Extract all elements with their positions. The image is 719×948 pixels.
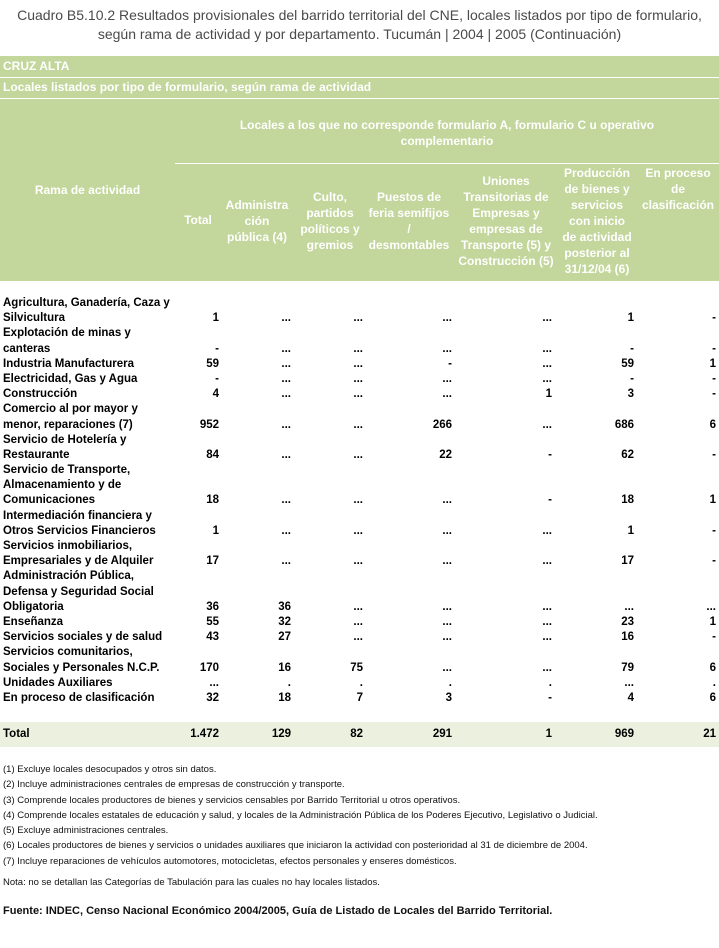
column-header-line: gremios — [306, 238, 354, 252]
column-header-line: empresas de — [469, 222, 543, 236]
row-value: - — [215, 342, 219, 355]
row-value: ... — [353, 312, 363, 325]
region-label: CRUZ ALTA — [3, 59, 70, 73]
row-value: - — [548, 494, 552, 507]
table-row — [0, 372, 719, 387]
table-row — [0, 433, 719, 448]
column-header — [221, 197, 293, 245]
row-value: ... — [281, 312, 291, 325]
column-header-line: servicios — [570, 198, 624, 212]
table-row — [0, 569, 719, 584]
column-header-line: Administra — [225, 198, 289, 212]
row-value: ... — [353, 388, 363, 401]
row-value: ... — [442, 631, 452, 644]
row-value: 1 — [627, 312, 634, 325]
table-row — [0, 342, 719, 357]
table-row — [0, 585, 719, 600]
column-header-line: ción — [244, 214, 270, 228]
column-header — [294, 189, 366, 253]
row-value: ... — [281, 342, 291, 355]
row-label: Construcción — [3, 388, 78, 401]
total-value: 291 — [432, 728, 452, 740]
row-value: ... — [353, 524, 363, 537]
row-value: ... — [442, 600, 452, 613]
row-value: 16 — [278, 661, 291, 674]
column-header-line: Producción — [563, 166, 630, 180]
row-value: 43 — [206, 631, 219, 644]
row-value: 7 — [356, 691, 363, 704]
column-header-line: Total — [184, 213, 212, 227]
row-value: . — [287, 676, 291, 689]
table-row — [0, 676, 719, 691]
row-value: 17 — [206, 555, 219, 568]
row-value: ... — [353, 631, 363, 644]
row-value: ... — [353, 372, 363, 385]
column-header-line: Transporte (5) y — [460, 238, 552, 252]
row-value: 1 — [545, 388, 552, 401]
row-value: 23 — [621, 615, 634, 628]
header-separator — [0, 77, 719, 78]
row-value: ... — [706, 600, 716, 613]
row-value: - — [712, 448, 716, 461]
row-value: - — [712, 631, 716, 644]
table-row — [0, 311, 719, 326]
row-value: ... — [442, 615, 452, 628]
row-label: Empresariales y de Alquiler — [3, 555, 154, 568]
row-value: ... — [542, 418, 552, 431]
column-header — [173, 212, 223, 228]
row-value: - — [712, 372, 716, 385]
row-value: 1 — [212, 312, 219, 325]
row-value: ... — [281, 418, 291, 431]
row-value: ... — [624, 676, 634, 689]
row-value: 18 — [278, 691, 291, 704]
row-value: ... — [542, 600, 552, 613]
note: Nota: no se detallan las Categorías de Tabulación para las cuales no hay locales listados. — [3, 877, 380, 888]
table-row — [0, 418, 719, 433]
row-value: ... — [542, 357, 552, 370]
row-value: ... — [542, 555, 552, 568]
row-value: ... — [442, 342, 452, 355]
total-value: 21 — [703, 728, 716, 740]
row-value: ... — [542, 372, 552, 385]
row-value: ... — [353, 600, 363, 613]
row-label: Agricultura, Ganadería, Caza y — [3, 297, 170, 309]
column-header-line: desmontables — [368, 238, 450, 252]
row-label: Unidades Auxiliares — [3, 676, 113, 689]
row-value: 6 — [709, 661, 716, 674]
row-value: ... — [542, 631, 552, 644]
row-value: 32 — [278, 615, 291, 628]
row-value: ... — [353, 342, 363, 355]
row-value: 18 — [621, 494, 634, 507]
footnote: (4) Comprende locales estatales de educación y salud, y locales de la Administración Pública de los Poderes Ejecutivo, Legislativo o Judicial. — [3, 809, 598, 821]
column-header-line: Empresas y — [472, 206, 540, 220]
group-separator — [175, 163, 719, 164]
column-header-line: En proceso — [645, 166, 711, 180]
total-label: Total — [3, 728, 30, 740]
column-header-line: Uniones — [482, 174, 530, 188]
column-header-line: Construcción (5) — [458, 254, 554, 268]
table-row — [0, 296, 719, 311]
row-value: 59 — [621, 357, 634, 370]
row-value: 686 — [614, 418, 634, 431]
total-value: 129 — [271, 728, 291, 740]
table-row — [0, 387, 719, 402]
row-label: Electricidad, Gas y Agua — [3, 372, 138, 385]
row-value: - — [712, 555, 716, 568]
source-line: Fuente: INDEC, Censo Nacional Económico 2004/2005, Guía de Listado de Locales del Barrido Territorial. — [3, 905, 553, 917]
row-value: - — [712, 312, 716, 325]
row-value: ... — [442, 372, 452, 385]
row-value: 36 — [278, 600, 291, 613]
row-label: Comunicaciones — [3, 494, 96, 507]
rama-header: Rama de actividad — [34, 183, 141, 197]
header-separator — [0, 98, 719, 99]
table-row — [0, 600, 719, 615]
row-value: ... — [624, 600, 634, 613]
row-value: 266 — [432, 418, 452, 431]
table-subtitle: Locales listados por tipo de formulario, según rama de actividad — [3, 80, 372, 94]
column-header — [364, 189, 454, 253]
row-value: ... — [281, 448, 291, 461]
row-label: Intermediación financiera y — [3, 509, 152, 522]
total-row — [0, 722, 719, 747]
column-header-line: Puestos de — [376, 190, 442, 204]
footnote: (5) Excluye administraciones centrales. — [3, 825, 169, 837]
group-header-line-1: Locales a los que no corresponde formulario A, formulario C u operativo — [239, 118, 655, 132]
column-header-line: Culto, — [313, 190, 347, 204]
row-value: . — [359, 676, 363, 689]
row-value: 18 — [206, 494, 219, 507]
row-value: - — [448, 357, 452, 370]
column-header-line: de actividad — [562, 230, 632, 244]
row-label: Otros Servicios Financieros — [3, 524, 156, 537]
row-value: 4 — [212, 388, 219, 401]
table-row — [0, 524, 719, 539]
row-value: ... — [281, 357, 291, 370]
table-row — [0, 402, 719, 417]
table-row — [0, 554, 719, 569]
row-value: ... — [281, 524, 291, 537]
row-value: ... — [353, 448, 363, 461]
row-label: Industria Manufacturera — [3, 357, 134, 370]
table-title-line-2: según rama de actividad y por departamento. Tucumán | 2004 | 2005 (Continuación) — [97, 26, 622, 42]
table-row — [0, 509, 719, 524]
row-value: 3 — [627, 388, 634, 401]
row-label: Administración Pública, — [3, 570, 134, 583]
row-value: ... — [209, 676, 219, 689]
footnotes — [3, 762, 598, 869]
row-value: ... — [353, 357, 363, 370]
column-header-line: / — [407, 222, 411, 236]
footnote: (6) Locales productores de bienes y servicios o unidades auxiliares que iniciaron la actividad con posterioridad al 31 de diciembre de 2004. — [3, 840, 588, 852]
row-value: ... — [353, 555, 363, 568]
row-value: - — [548, 448, 552, 461]
row-value: 84 — [206, 448, 219, 461]
row-value: 170 — [199, 661, 219, 674]
table-row — [0, 357, 719, 372]
row-label: Enseñanza — [3, 615, 64, 628]
row-label: Defensa y Seguridad Social — [3, 585, 154, 598]
row-value: ... — [542, 615, 552, 628]
table-title-line-1: Cuadro B5.10.2 Resultados provisionales del barrido territorial del CNE, locales listados por tipo de formulario, — [17, 7, 702, 23]
footnote: (2) Incluye administraciones centrales de empresas de construcción y transporte. — [3, 779, 345, 791]
row-value: 27 — [278, 631, 291, 644]
row-value: 4 — [627, 691, 634, 704]
row-value: ... — [353, 494, 363, 507]
column-header — [455, 173, 557, 269]
row-label: Silvicultura — [3, 312, 65, 325]
row-value: 17 — [621, 555, 634, 568]
row-value: - — [712, 388, 716, 401]
row-label: Obligatoria — [3, 600, 64, 613]
row-value: ... — [281, 388, 291, 401]
row-value: ... — [442, 312, 452, 325]
row-value: ... — [353, 418, 363, 431]
group-header — [175, 117, 719, 149]
column-header — [555, 165, 639, 277]
column-header-line: posterior al — [564, 246, 630, 260]
footnote: (7) Incluye reparaciones de vehículos automotores, motocicletas, efectos personales y enseres domésticos. — [3, 855, 457, 867]
column-header-line: políticos y — [300, 222, 360, 236]
column-header-line: feria semifijos — [368, 206, 450, 220]
row-label: menor, reparaciones (7) — [3, 418, 133, 431]
table-row — [0, 615, 719, 630]
row-label: Restaurante — [3, 448, 70, 461]
row-value: 75 — [350, 661, 363, 674]
row-value: 1 — [709, 357, 716, 370]
row-value: . — [712, 676, 716, 689]
table-body — [0, 296, 719, 706]
row-label: Servicio de Hotelería y — [3, 433, 127, 446]
row-value: 79 — [621, 661, 634, 674]
total-value: 1 — [545, 728, 552, 740]
row-value: ... — [442, 555, 452, 568]
column-header — [638, 165, 718, 213]
row-value: ... — [542, 342, 552, 355]
column-header-line: partidos — [306, 206, 354, 220]
row-value: 62 — [621, 448, 634, 461]
table-row — [0, 691, 719, 706]
row-value: 6 — [709, 418, 716, 431]
row-value: ... — [442, 524, 452, 537]
table-row — [0, 539, 719, 554]
row-value: 1 — [627, 524, 634, 537]
row-value: ... — [542, 524, 552, 537]
row-value: ... — [442, 388, 452, 401]
row-label: Servicio de Transporte, — [3, 464, 131, 477]
table-row — [0, 661, 719, 676]
footnote: (3) Comprende locales productores de bienes y servicios censables por Barrido Territorial u otros operativos. — [3, 794, 461, 806]
row-value: - — [215, 372, 219, 385]
row-value: ... — [281, 372, 291, 385]
row-value: 55 — [206, 615, 219, 628]
row-value: ... — [542, 312, 552, 325]
row-value: 32 — [206, 691, 219, 704]
row-label: Comercio al por mayor y — [3, 403, 138, 416]
row-value: 952 — [199, 418, 219, 431]
table-row — [0, 478, 719, 493]
total-value: 969 — [614, 728, 634, 740]
row-value: ... — [281, 494, 291, 507]
row-value: ... — [542, 661, 552, 674]
row-value: - — [712, 524, 716, 537]
row-value: 16 — [621, 631, 634, 644]
row-value: 1 — [709, 494, 716, 507]
row-label: Servicios sociales y de salud — [3, 631, 163, 644]
row-value: 1 — [709, 615, 716, 628]
row-value: ... — [281, 555, 291, 568]
total-value: 82 — [350, 728, 363, 740]
row-value: 36 — [206, 600, 219, 613]
table-row — [0, 645, 719, 660]
column-header-line: de bienes y — [564, 182, 630, 196]
row-value: - — [548, 691, 552, 704]
table-row — [0, 493, 719, 508]
row-value: - — [630, 372, 634, 385]
footnote: (1) Excluye locales desocupados y otros sin datos. — [3, 764, 217, 775]
row-value: ... — [442, 494, 452, 507]
row-label: Almacenamiento y de — [3, 479, 122, 492]
row-value: 22 — [439, 448, 452, 461]
row-value: 3 — [445, 691, 452, 704]
table-row — [0, 463, 719, 478]
row-label: Servicios comunitarios, — [3, 646, 133, 659]
row-value: . — [448, 676, 452, 689]
row-label: Explotación de minas y — [3, 327, 131, 340]
row-label: En proceso de clasificación — [3, 691, 155, 704]
total-value: 1.472 — [190, 728, 219, 740]
row-value: . — [548, 676, 552, 689]
column-header-line: Transitorias de — [463, 190, 549, 204]
row-value: 6 — [709, 691, 716, 704]
column-header-line: clasificación — [641, 198, 715, 212]
column-header-line: con inicio — [568, 214, 625, 228]
table-title — [0, 6, 719, 44]
row-value: - — [712, 342, 716, 355]
column-header-line: pública (4) — [226, 230, 287, 244]
row-value: - — [630, 342, 634, 355]
group-header-line-2: complementario — [400, 134, 494, 148]
row-value: 1 — [212, 524, 219, 537]
table-row — [0, 630, 719, 645]
row-label: canteras — [3, 342, 51, 355]
row-value: 59 — [206, 357, 219, 370]
table-row — [0, 326, 719, 341]
row-value: ... — [353, 615, 363, 628]
table-row — [0, 448, 719, 463]
row-value: ... — [442, 661, 452, 674]
column-header-line: 31/12/04 (6) — [564, 262, 630, 276]
row-label: Servicios inmobiliarios, — [3, 540, 133, 552]
row-label: Sociales y Personales N.C.P. — [3, 661, 160, 674]
column-header-line: de — [670, 182, 685, 196]
